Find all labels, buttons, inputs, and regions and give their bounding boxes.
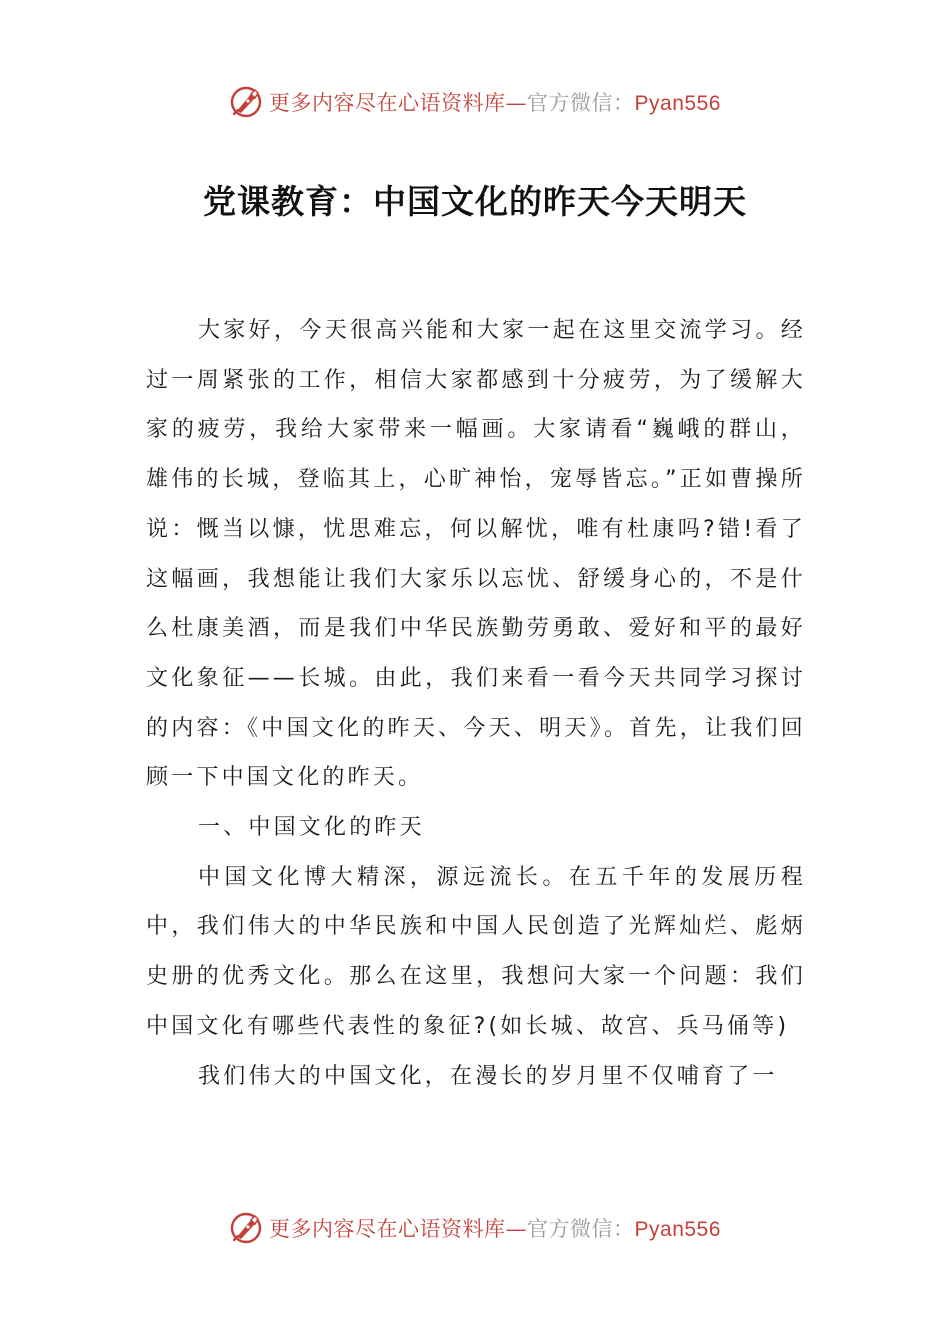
banner-site-text: 更多内容尽在心语资料库 (269, 91, 506, 115)
footer-banner (0, 1208, 950, 1248)
banner-dash: — (505, 91, 528, 115)
paragraph-section-1: 中国文化博大精深，源远流长。在五千年的发展历程中，我们伟大的中华民族和中国人民创造了光辉灿烂、彪炳史册的优秀文化。那么在这里，我想问大家一个问题：我们中国文化有哪些代表性的象征?(如长城、故宫、兵马俑等) (146, 864, 806, 1039)
paragraph-intro: 大家好，今天很高兴能和大家一起在这里交流学习。经过一周紧张的工作，相信大家都感到十分疲劳，为了缓解大家的疲劳，我给大家带来一幅画。大家请看“巍峨的群山，雄伟的长城，登临其上，心旷神怡，宠辱皆忘。”正如曹操所说：慨当以慷，忧思难忘，何以解忧，唯有杜康吗?错!看了这幅画，我想能让我们大家乐以忘忧、舒缓身心的，不是什么杜康美酒，而是我们中华民族勤劳勇敢、爱好和平的最好文化象征——长城。由此，我们来看一看今天共同学习探讨的内容：《中国文化的昨天、今天、明天》。首先，让我们回顾一下中国文化的昨天。 (146, 318, 806, 791)
banner-site-text: 更多内容尽在心语资料库 (269, 1217, 506, 1241)
section-heading-1: 一、中国文化的昨天 (198, 815, 425, 841)
paragraph-continued: 我们伟大的中国文化，在漫长的岁月里不仅哺育了一 (198, 1063, 778, 1089)
banner-wechat-id: Pyan556 (634, 1218, 721, 1241)
document-body (146, 306, 806, 1101)
pen-nib-logo-icon (229, 1211, 263, 1245)
header-banner (0, 82, 950, 122)
banner-text (269, 87, 721, 117)
banner-dash: — (505, 1217, 528, 1241)
banner-text (269, 1213, 721, 1243)
banner-wechat-label: 官方微信： (527, 1217, 635, 1241)
banner-wechat-id: Pyan556 (634, 92, 721, 115)
pen-nib-logo-icon (229, 85, 263, 119)
document-title: 党课教育：中国文化的昨天今天明天 (203, 182, 747, 221)
banner-wechat-label: 官方微信： (527, 91, 635, 115)
